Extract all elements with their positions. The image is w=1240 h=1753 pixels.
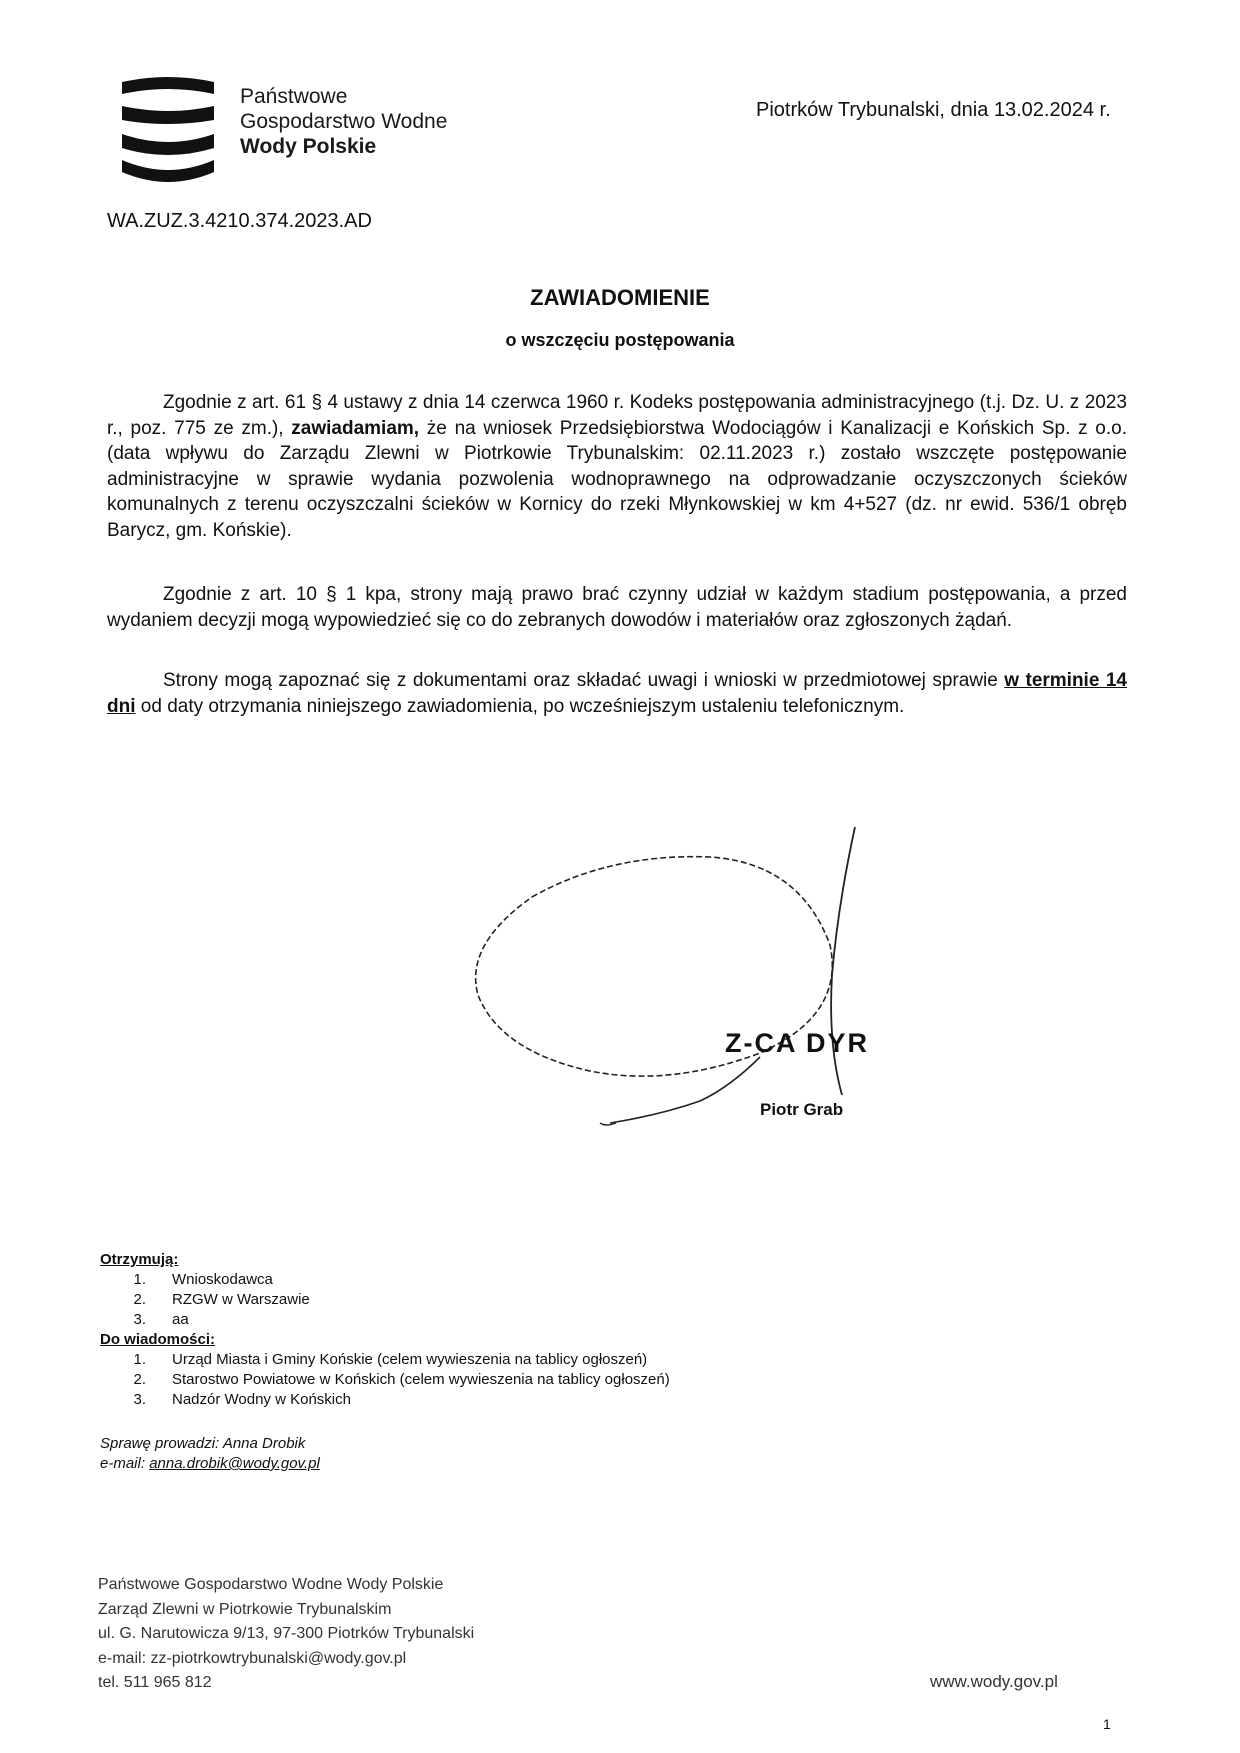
- email-label: e-mail:: [100, 1455, 150, 1472]
- document-title: ZAWIADOMIENIE: [530, 285, 710, 310]
- footer-line-1: Państwowe Gospodarstwo Wodne Wody Polskie: [98, 1576, 444, 1593]
- paragraph-1-text-b: że na wniosek Przedsiębiorstwa Wodociągów i Kanalizacji e Końskich Sp. z o.o. (data wpływu do Zarządu Zlewni w Piotrkowie Trybunalskim: 02.11.2023 r.) zostało wszczęte postępowanie administracyjne w sprawie wydania pozwolenia wodnoprawnego na odprowadzanie oczyszczonych ścieków komunalnych z terenu oczyszczalni ścieków w Kornicy do rzeki Młynkowskiej w km 4+527 (dz. nr ewid. 536/1 obręb Barycz, gm. Końskie).: [107, 417, 1127, 541]
- page-number: 1: [1103, 1716, 1111, 1732]
- logo-line-2: Gospodarstwo Wodne: [240, 110, 448, 133]
- deadline-text: w terminie 14 dni: [107, 670, 1127, 717]
- paragraph-1: [107, 390, 1127, 543]
- handler-email-link[interactable]: anna.drobik@wody.gov.pl: [149, 1455, 320, 1472]
- logo-line-3: Wody Polskie: [240, 135, 377, 158]
- document-subtitle: o wszczęciu postępowania: [505, 330, 735, 350]
- list-item: 2. RZGW w Warszawie: [133, 1291, 310, 1308]
- recipients-section: [100, 1250, 670, 1410]
- stamp-title: Z-CA DYR: [725, 1028, 869, 1058]
- paragraph-2: [107, 582, 1127, 633]
- paragraph-1-bold: zawiadamiam,: [291, 417, 420, 439]
- case-number: WA.ZUZ.3.4210.374.2023.AD: [107, 210, 372, 232]
- logo-line-1: Państwowe: [240, 85, 348, 108]
- list-item: 3. Nadzór Wodny w Końskich: [133, 1391, 351, 1408]
- footer-line-2: Zarząd Zlewni w Piotrkowie Trybunalskim: [98, 1600, 392, 1618]
- footer-email[interactable]: e-mail: zz-piotrkowtrybunalski@wody.gov.pl: [98, 1649, 407, 1667]
- wody-polskie-logo-icon: [120, 76, 216, 184]
- footer-line-3: ul. G. Narutowicza 9/13, 97-300 Piotrków Trybunalski: [98, 1625, 475, 1642]
- stamp-name: Piotr Grab: [760, 1100, 844, 1119]
- list-item: 1. Wnioskodawca: [133, 1271, 273, 1288]
- place-and-date: Piotrków Trybunalski, dnia 13.02.2024 r.: [756, 99, 1111, 121]
- footer-address: [98, 1573, 474, 1696]
- paragraph-3-text-b: od daty otrzymania niniejszego zawiadomienia, po wcześniejszym ustaleniu telefonicznym.: [135, 695, 905, 717]
- info-heading: Do wiadomości:: [100, 1331, 216, 1348]
- info-list: [100, 1350, 670, 1410]
- paragraph-3-text-a: Strony mogą zapoznać się z dokumentami oraz składać uwagi i wnioski w przedmiotowej sprawie: [163, 670, 1005, 691]
- footer-phone: tel. 511 965 812: [98, 1674, 212, 1691]
- paragraph-3: [107, 668, 1127, 719]
- paragraph-2-text: Zgodnie z art. 10 § 1 kpa, strony mają prawo brać czynny udział w każdym stadium postępowania, a przed wydaniem decyzji mogą wypowiedzieć się co do zebranych dowodów i materiałów oraz zgłoszonych żądań.: [107, 584, 1127, 631]
- recipients-heading: Otrzymują:: [100, 1251, 179, 1268]
- website-link[interactable]: www.wody.gov.pl: [930, 1672, 1058, 1691]
- handwritten-signature: [460, 825, 920, 1135]
- list-item: 1. Urząd Miasta i Gminy Końskie (celem wywieszenia na tablicy ogłoszeń): [133, 1351, 648, 1368]
- case-handler-line: Sprawę prowadzi: Anna Drobik: [100, 1435, 306, 1452]
- case-handler: [100, 1434, 320, 1474]
- logo-text: [240, 84, 447, 159]
- case-handler-email-line: [100, 1454, 320, 1474]
- paragraph-1-text-a: Zgodnie z art. 61 § 4 ustawy z dnia 14 czerwca 1960 r. Kodeks postępowania administracyjnego (t.j. Dz. U. z 2023 r., poz. 775 ze zm.),: [107, 392, 1127, 439]
- list-item: 2. Starostwo Powiatowe w Końskich (celem wywieszenia na tablicy ogłoszeń): [133, 1371, 670, 1388]
- list-item: 3. aa: [133, 1311, 189, 1328]
- recipients-list: [100, 1270, 670, 1330]
